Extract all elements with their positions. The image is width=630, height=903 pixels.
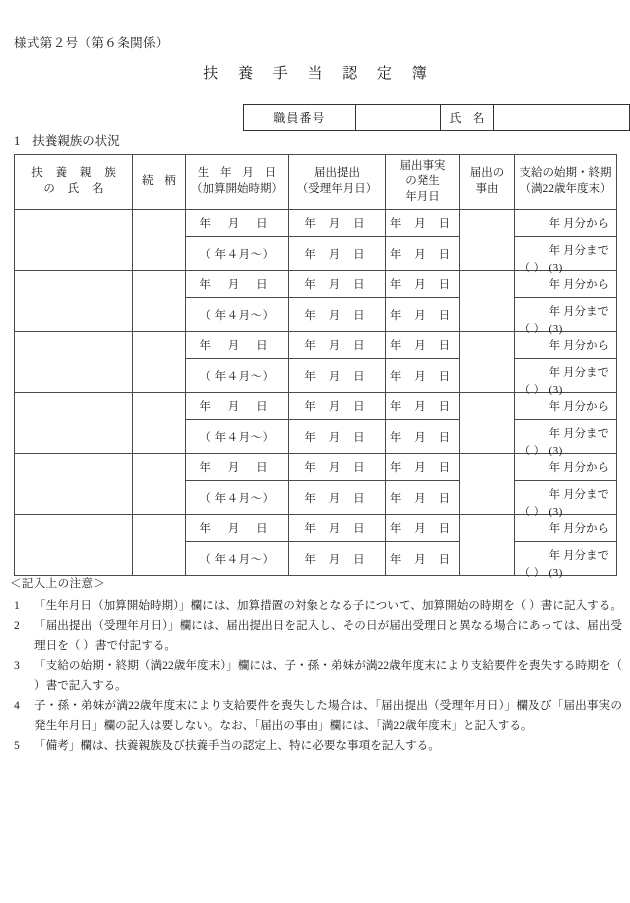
page-title: 扶 養 手 当 認 定 簿	[203, 66, 435, 82]
employee-info-row	[244, 105, 630, 131]
form-number: 様式第２号（第６条関係）	[14, 36, 169, 50]
col-header-birthdate: 生 年 月 日 （加算開始時期）	[186, 155, 289, 210]
cell-submission-date-alt[interactable]: 年 月 日	[289, 237, 386, 271]
cell-submission-date-alt[interactable]: 年 月 日	[289, 542, 386, 576]
instruction-text: 「届出提出（受理年月日）」欄には、届出提出日を記入し、その日が届出受理日と異なる場合にあっては、届出受理日を（ ）書で付記する。	[34, 618, 622, 652]
cell-event-date[interactable]: 年 月 日	[386, 210, 460, 237]
cell-addition-start[interactable]: （ 年４月〜）	[186, 237, 289, 271]
cell-submission-date[interactable]: 年 月 日	[289, 515, 386, 542]
cell-relation[interactable]	[133, 454, 186, 515]
cell-submission-date-alt[interactable]: 年 月 日	[289, 481, 386, 515]
col-header-event-date: 届出事実 の発生 年月日	[386, 155, 460, 210]
cell-dependent-name[interactable]	[15, 271, 133, 332]
cell-addition-start[interactable]: （ 年４月〜）	[186, 420, 289, 454]
cell-period-from[interactable]: 年 月分から	[515, 210, 617, 237]
cell-birthdate[interactable]: 年 月 日	[186, 515, 289, 542]
cell-reason[interactable]	[460, 454, 515, 515]
col-header-relation: 続 柄	[133, 155, 186, 210]
cell-period-to[interactable]: 年 月分まで （ ） (3)	[515, 542, 617, 576]
cell-relation[interactable]	[133, 515, 186, 576]
cell-addition-start[interactable]: （ 年４月〜）	[186, 359, 289, 393]
cell-event-date-alt[interactable]: 年 月 日	[386, 420, 460, 454]
cell-period-from[interactable]: 年 月分から	[515, 393, 617, 420]
cell-event-date[interactable]: 年 月 日	[386, 393, 460, 420]
instruction-item	[10, 656, 622, 696]
instructions-list	[10, 596, 622, 756]
cell-submission-date-alt[interactable]: 年 月 日	[289, 298, 386, 332]
table-row	[15, 210, 617, 237]
cell-birthdate[interactable]: 年 月 日	[186, 210, 289, 237]
cell-dependent-name[interactable]	[15, 393, 133, 454]
cell-period-from[interactable]: 年 月分から	[515, 515, 617, 542]
instructions-title: ＜記入上の注意＞	[10, 577, 106, 590]
cell-period-to[interactable]: 年 月分まで （ ） (3)	[515, 298, 617, 332]
cell-event-date[interactable]: 年 月 日	[386, 332, 460, 359]
instruction-item	[10, 616, 622, 656]
instruction-number: 4	[14, 698, 20, 712]
instruction-number: 2	[14, 618, 20, 632]
cell-submission-date[interactable]: 年 月 日	[289, 332, 386, 359]
cell-relation[interactable]	[133, 332, 186, 393]
col-header-name: 扶 養 親 族 の 氏 名	[15, 155, 133, 210]
cell-dependent-name[interactable]	[15, 454, 133, 515]
table-header	[15, 155, 617, 210]
instruction-text: 「備考」欄は、扶養親族及び扶養手当の認定上、特に必要な事項を記入する。	[34, 738, 440, 752]
cell-birthdate[interactable]: 年 月 日	[186, 271, 289, 298]
cell-submission-date-alt[interactable]: 年 月 日	[289, 420, 386, 454]
cell-relation[interactable]	[133, 271, 186, 332]
cell-dependent-name[interactable]	[15, 332, 133, 393]
cell-event-date-alt[interactable]: 年 月 日	[386, 237, 460, 271]
cell-submission-date[interactable]: 年 月 日	[289, 271, 386, 298]
instruction-item	[10, 596, 622, 616]
cell-event-date[interactable]: 年 月 日	[386, 271, 460, 298]
cell-addition-start[interactable]: （ 年４月〜）	[186, 481, 289, 515]
cell-event-date[interactable]: 年 月 日	[386, 515, 460, 542]
instruction-number: 1	[14, 598, 20, 612]
cell-birthdate[interactable]: 年 月 日	[186, 332, 289, 359]
cell-submission-date-alt[interactable]: 年 月 日	[289, 359, 386, 393]
cell-reason[interactable]	[460, 515, 515, 576]
instruction-item	[10, 696, 622, 736]
cell-reason[interactable]	[460, 210, 515, 271]
employee-number-label: 職員番号	[244, 105, 356, 131]
col-header-reason: 届出の 事由	[460, 155, 515, 210]
cell-event-date[interactable]: 年 月 日	[386, 454, 460, 481]
cell-period-from[interactable]: 年 月分から	[515, 454, 617, 481]
cell-submission-date[interactable]: 年 月 日	[289, 454, 386, 481]
col-header-submission: 届出提出 （受理年月日）	[289, 155, 386, 210]
cell-event-date-alt[interactable]: 年 月 日	[386, 298, 460, 332]
cell-event-date-alt[interactable]: 年 月 日	[386, 481, 460, 515]
col-header-payment-period: 支給の始期・終期 （満22歳年度末）	[515, 155, 617, 210]
cell-submission-date[interactable]: 年 月 日	[289, 210, 386, 237]
cell-addition-start[interactable]: （ 年４月〜）	[186, 298, 289, 332]
cell-reason[interactable]	[460, 393, 515, 454]
instruction-number: 5	[14, 738, 20, 752]
cell-period-to[interactable]: 年 月分まで （ ） (3)	[515, 359, 617, 393]
instructions-section	[10, 574, 622, 755]
employee-name-field[interactable]	[493, 105, 629, 131]
cell-period-from[interactable]: 年 月分から	[515, 271, 617, 298]
employee-info-box	[243, 104, 630, 131]
cell-event-date-alt[interactable]: 年 月 日	[386, 359, 460, 393]
instruction-item	[10, 736, 622, 756]
cell-relation[interactable]	[133, 210, 186, 271]
cell-period-to[interactable]: 年 月分まで （ ） (3)	[515, 481, 617, 515]
cell-submission-date[interactable]: 年 月 日	[289, 393, 386, 420]
instruction-text: 「生年月日（加算開始時期）」欄には、加算措置の対象となる子について、加算開始の時期を（ ）書に記入する。	[34, 598, 622, 612]
instruction-text: 子・孫・弟妹が満22歳年度末により支給要件を喪失した場合は、「届出提出（受理年月日）」欄及び「届出事実の発生年月日」欄の記入は要しない。なお、「届出の事由」欄には、「満22歳年度末」と記入する。	[34, 698, 622, 732]
employee-number-field[interactable]	[355, 105, 440, 131]
cell-period-from[interactable]: 年 月分から	[515, 332, 617, 359]
cell-relation[interactable]	[133, 393, 186, 454]
cell-dependent-name[interactable]	[15, 210, 133, 271]
cell-reason[interactable]	[460, 271, 515, 332]
instruction-number: 3	[14, 658, 20, 672]
employee-name-label: 氏 名	[441, 105, 494, 131]
cell-period-to[interactable]: 年 月分まで （ ） (3)	[515, 420, 617, 454]
table-body	[15, 210, 617, 579]
section-title: 扶養親族の状況	[32, 134, 120, 148]
cell-period-to[interactable]: 年 月分まで （ ） (3)	[515, 237, 617, 271]
cell-event-date-alt[interactable]: 年 月 日	[386, 542, 460, 576]
cell-birthdate[interactable]: 年 月 日	[186, 454, 289, 481]
table-header-row	[15, 155, 617, 210]
cell-birthdate[interactable]: 年 月 日	[186, 393, 289, 420]
cell-dependent-name[interactable]	[15, 515, 133, 576]
dependents-table	[14, 154, 617, 579]
cell-addition-start[interactable]: （ 年４月〜）	[186, 542, 289, 576]
cell-reason[interactable]	[460, 332, 515, 393]
instruction-text: 「支給の始期・終期（満22歳年度末）」欄には、子・孫・弟妹が満22歳年度末により支給要件を喪失する時期を（ ）書で記入する。	[34, 658, 622, 692]
section-number: 1	[14, 134, 21, 148]
section-heading	[14, 131, 120, 149]
